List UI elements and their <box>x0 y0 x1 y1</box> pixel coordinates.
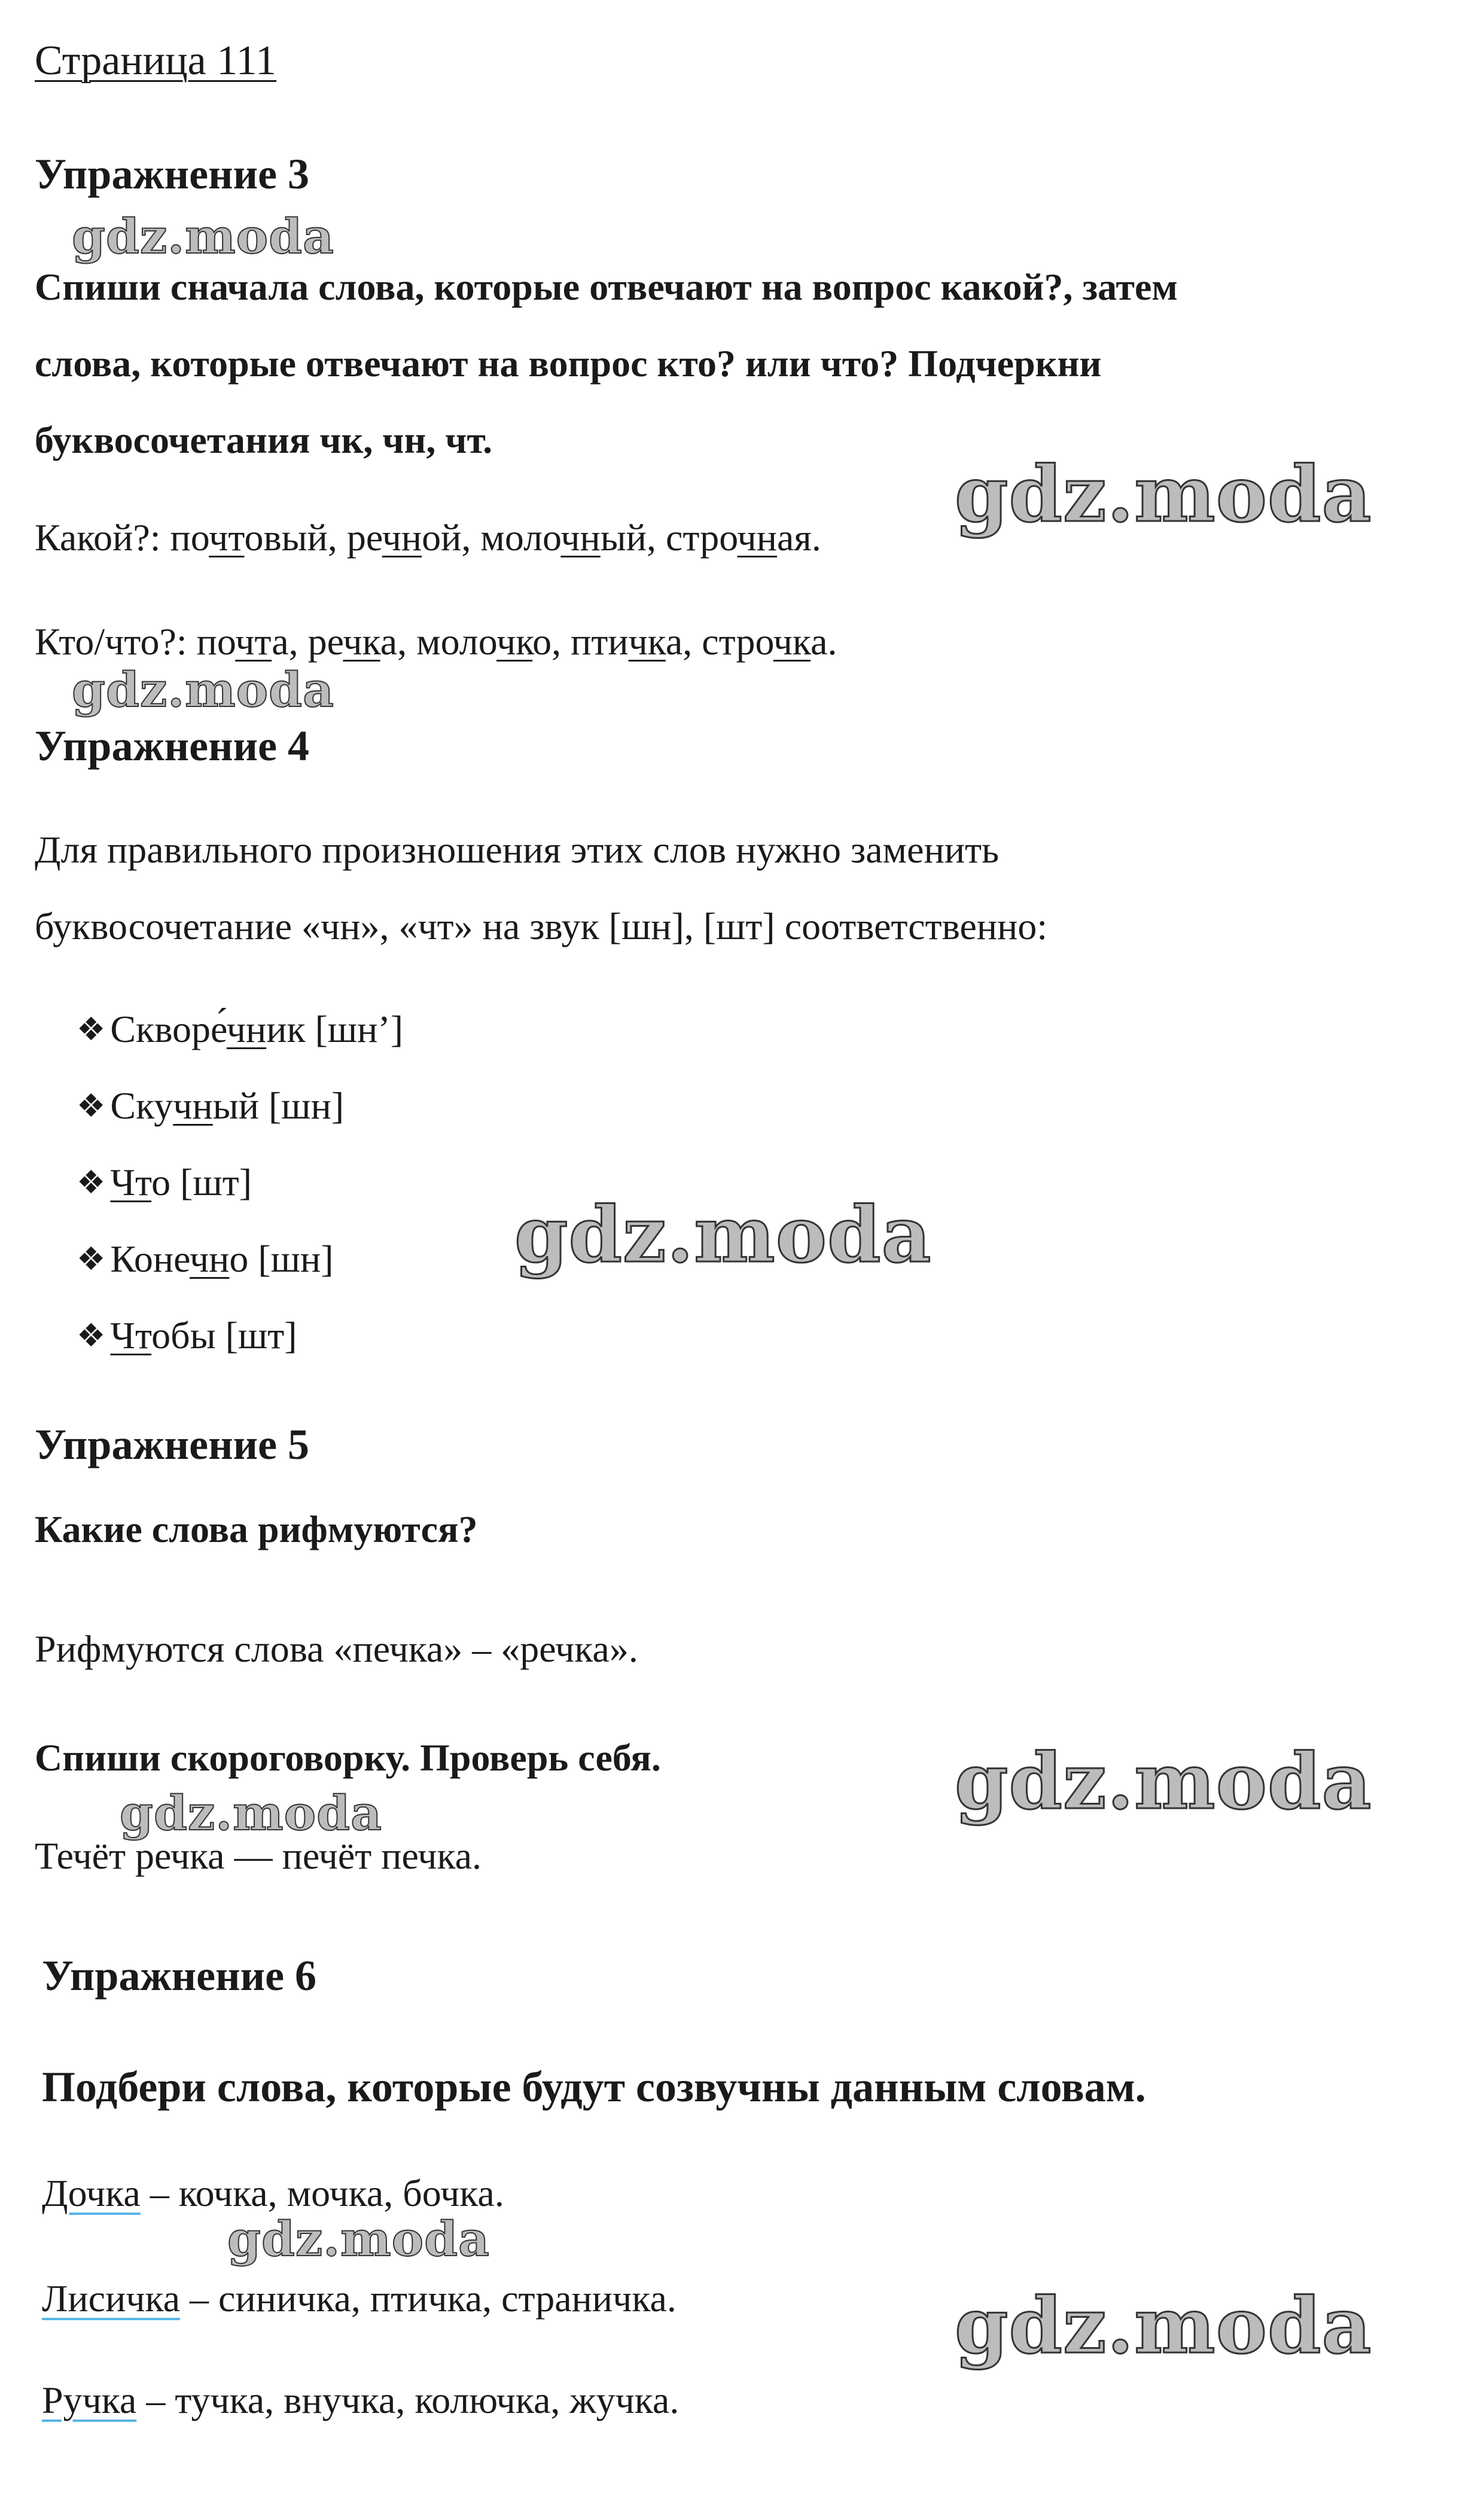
exercise-6-row-2: Лисичка – синичка, птичка, страничка. <box>42 2277 677 2320</box>
exercise-4-item-4: ❖ Конечно [шн] <box>77 1238 334 1280</box>
watermark: gdz.moda <box>514 1190 932 1280</box>
who-word-2: речка, <box>307 620 407 663</box>
exercise-4-item-5: ❖ Чтобы [шт] <box>77 1314 297 1357</box>
watermark: gdz.moda <box>120 1785 382 1841</box>
exercise-3-task-line-1: Спиши сначала слова, которые отвечают на вопрос какой?, затем <box>35 266 1178 308</box>
row-keyword: Дочка <box>42 2172 141 2214</box>
watermark: gdz.moda <box>955 450 1372 540</box>
watermark: gdz.moda <box>955 2281 1372 2371</box>
exercise-4-item-2: ❖ Скучный [шн] <box>77 1084 345 1127</box>
who-word-5: строчка. <box>702 620 837 663</box>
exercise-5-question-2: Спиши скороговорку. Проверь себя. <box>35 1736 661 1779</box>
exercise-6-row-1: Дочка – кочка, мочка, бочка. <box>42 2172 504 2214</box>
exercise-5-answer-2: Течёт речка — печёт печка. <box>35 1835 482 1877</box>
who-word-3: молочко, <box>416 620 562 663</box>
diamond-bullet-icon: ❖ <box>77 1087 106 1125</box>
watermark: gdz.moda <box>227 2211 490 2267</box>
exercise-3-task-line-3: буквосочетания чк, чн, чт. <box>35 419 493 461</box>
diamond-bullet-icon: ❖ <box>77 1240 106 1278</box>
exercise-4-text-line-1: Для правильного произношения этих слов нужно заменить <box>35 828 1000 871</box>
exercise-5-heading: Упражнение 5 <box>35 1421 310 1468</box>
exercise-3-who-line <box>35 620 837 664</box>
exercise-6-heading: Упражнение 6 <box>42 1952 317 2000</box>
exercise-5-answer-1: Рифмуются слова «печка» – «речка». <box>35 1628 638 1670</box>
exercise-3-task-line-2: слова, которые отвечают на вопрос кто? или что? Подчеркни <box>35 342 1102 385</box>
which-word-3: молочный, <box>480 516 657 559</box>
who-label: Кто/что?: <box>35 620 187 663</box>
diamond-bullet-icon: ❖ <box>77 1317 106 1354</box>
exercise-6-task: Подбери слова, которые будут созвучны данным словам. <box>42 2063 1146 2111</box>
exercise-4-item-3: ❖ Что [шт] <box>77 1161 252 1203</box>
who-word-4: птичка, <box>571 620 693 663</box>
row-keyword: Лисичка <box>42 2277 181 2320</box>
which-word-1: почтовый, <box>170 516 337 559</box>
row-keyword: Ручка <box>42 2379 137 2421</box>
diamond-bullet-icon: ❖ <box>77 1163 106 1201</box>
exercise-3-which-line <box>35 516 821 560</box>
exercise-3-heading: Упражнение 3 <box>35 150 310 198</box>
exercise-6-row-3: Ручка – тучка, внучка, колючка, жучка. <box>42 2379 679 2421</box>
exercise-4-item-1: ❖ Скворе́чник [шн’] <box>77 1008 404 1050</box>
which-word-2: речной, <box>346 516 471 559</box>
watermark: gdz.moda <box>72 208 334 264</box>
exercise-5-question-1: Какие слова рифмуются? <box>35 1508 478 1550</box>
watermark: gdz.moda <box>955 1737 1372 1827</box>
who-word-1: почта, <box>196 620 298 663</box>
exercise-4-heading: Упражнение 4 <box>35 722 310 770</box>
watermark: gdz.moda <box>72 662 334 718</box>
exercise-4-text-line-2: буквосочетание «чн», «чт» на звук [шн], [шт] соответственно: <box>35 905 1048 947</box>
page-title: Страница 111 <box>35 38 277 84</box>
which-label: Какой?: <box>35 516 161 559</box>
diamond-bullet-icon: ❖ <box>77 1010 106 1048</box>
which-word-4: строчная. <box>666 516 821 559</box>
